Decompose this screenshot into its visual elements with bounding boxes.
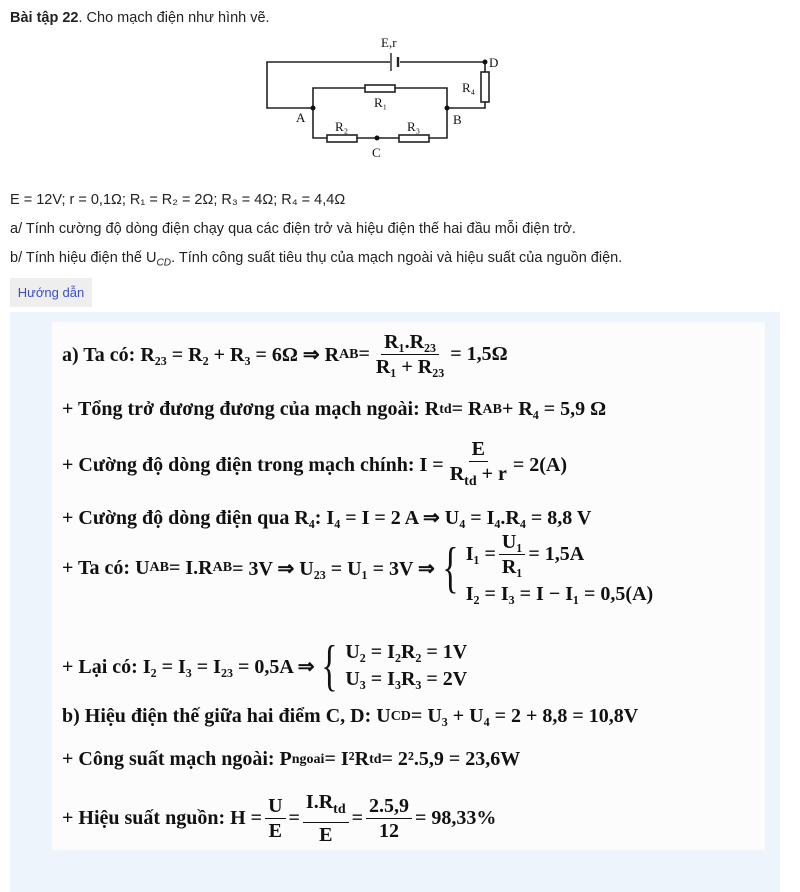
given-values: E = 12V; r = 0,1Ω; R₁ = R₂ = 2Ω; R₃ = 4Ω; R₄ = 4,4Ω (10, 192, 346, 208)
label-source: E,r (381, 35, 397, 50)
exercise-prompt: . Cho mạch điện như hình vẽ. (78, 10, 270, 26)
solution-line-6: + Lại có: I₂ = I₃ = I₂₃ = 0,5A ⇒ { U₂ = I₂R₂ = 1V U₃ = I₃R₃ = 2V (62, 635, 468, 697)
label-C: C (372, 145, 381, 160)
solution-line-7: b) Hiệu điện thế giữa hai điểm C, D: U CD = U₃ + U₄ = 2 + 8,8 = 10,8V (62, 705, 639, 727)
brace-icon: { (321, 635, 338, 697)
question-b: b/ Tính hiệu điện thế $U_{CD}$. Tính công suất tiêu thụ của mạch ngoài và hiệu suất của nguồn điện. (10, 250, 623, 269)
label-R3: R₃ (407, 119, 421, 134)
guide-button[interactable]: Hướng dẫn (10, 278, 92, 307)
circuit-diagram (0, 0, 800, 170)
solution-line-2: + Tổng trở đương đương của mạch ngoài: R td = R AB + R₄ = 5,9 Ω (62, 398, 607, 420)
label-R4: R₄ (462, 80, 476, 95)
question-a: a/ Tính cường độ dòng điện chạy qua các điện trở và hiệu điện thế hai đầu mỗi điện trở. (10, 221, 576, 237)
label-B: B (453, 112, 462, 127)
label-A: A (296, 110, 306, 125)
exercise-number: Bài tập 22 (10, 10, 79, 26)
brace-icon: { (442, 537, 459, 599)
label-D: D (489, 55, 499, 70)
label-R2: R₂ (335, 119, 349, 134)
solution-line-9: + Hiệu suất nguồn: H = $\frac{U}{E}$ = $\frac{I.R_{td}}{E}$ = $\frac{2.5,9}{12}$ = 98,33% (62, 791, 497, 846)
solution-line-8: + Công suất mạch ngoài: P ngoai = I²R td = 2².5,9 = 23,6W (62, 748, 521, 770)
solution-line-3: + Cường độ dòng điện trong mạch chính: I = $\frac{E}{R_{td} + r}$ = 2(A) (62, 438, 568, 489)
label-R1: R₁ (374, 95, 388, 110)
solution-line-4: + Cường độ dòng điện qua R₄: I₄ = I = 2 A ⇒ U₄ = I₄.R₄ = 8,8 V (62, 507, 592, 529)
solution-line-1: a) Ta có: R₂₃ = R₂ + R₃ = 6Ω ⇒ R AB = $\frac{\text{R₁.R₂₃}}{\text{R₁ + R₂₃}}$ = 1,5Ω (62, 331, 508, 378)
solution-line-5: + Ta có: U AB = I.R AB = 3V ⇒ U₂₃ = U₁ = 3V ⇒ { I₁ = $\frac{\text{U₁}}{\text{R₁}}$ = 1,5A I₂ = I₃ = I − I₁ = 0,5(A) (62, 531, 654, 605)
